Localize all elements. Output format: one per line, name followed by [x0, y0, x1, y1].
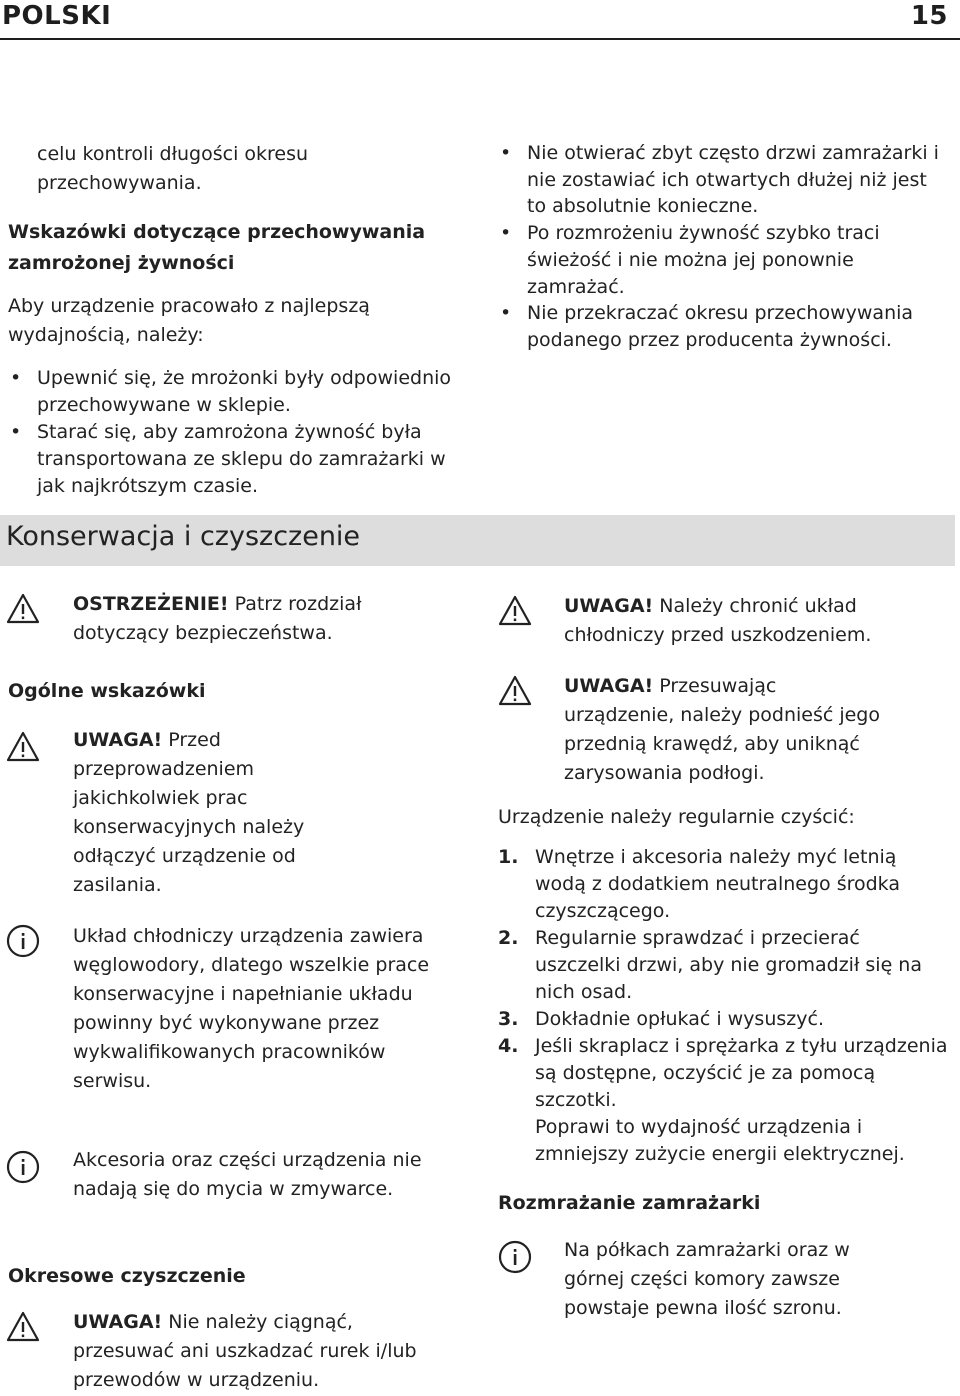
caution-label: UWAGA! [564, 675, 654, 697]
warning-triangle-icon [6, 730, 40, 764]
caution-label: UWAGA! [73, 1311, 163, 1333]
warning-triangle-icon [6, 592, 40, 626]
step-text: Dokładnie opłukać i wysuszyć. [535, 1008, 824, 1030]
cleaning-steps-list [498, 844, 948, 1168]
step-text: Wnętrze i akcesoria należy myć letnią wodą z dodatkiem neutralnego środka czyszczącego. [535, 846, 900, 922]
storage-heading: Wskazówki dotyczące przechowywania zamrożonej żywności [8, 221, 426, 274]
periodic-heading: Okresowe czyszczenie [8, 1265, 246, 1287]
caution-pipes-note [6, 1308, 456, 1396]
list-item: • Starać się, aby zamrożona żywność była transportowana ze sklepu do zamrażarki w jak najkrótszym czasie. [8, 419, 463, 500]
info-hydrocarbons-text: Układ chłodniczy urządzenia zawiera węglowodory, dlatego wszelkie prace konserwacyjne i napełnianie układu powinny być wykonywane przez wykwalifikowanych pracowników serwisu. [73, 925, 430, 1092]
caution-text: Należy chronić układ chłodniczy przed uszkodzeniem. [564, 595, 872, 646]
step-number: 3. [498, 1008, 519, 1030]
list-item: • Nie otwierać zbyt często drzwi zamrażarki i nie zostawiać ich otwartych dłużej niż jest to absolutnie konieczne. [498, 140, 948, 220]
list-item: • Upewnić się, że mrożonki były odpowiednio przechowywane w sklepie. [8, 365, 463, 419]
storage-bullet-list [8, 365, 463, 500]
warning-triangle-icon [498, 594, 532, 628]
list-item: • Nie przekraczać okresu przechowywania podanego przez producenta żywności. [498, 300, 948, 353]
info-circle-icon [6, 924, 40, 958]
general-heading: Ogólne wskazówki [8, 680, 206, 702]
page-number: 15 [910, 1, 948, 31]
caution-text: Nie należy ciągnąć, przesuwać ani uszkadzać rurek i/lub przewodów w urządzeniu. [73, 1311, 417, 1391]
step-number: 4. [498, 1035, 519, 1057]
continuation-text: celu kontroli długości okresu przechowywania. [37, 143, 309, 194]
info-frost-note [498, 1236, 948, 1336]
caution-cooling-note [498, 592, 948, 652]
list-item [498, 925, 948, 1006]
section-header-bar [0, 515, 955, 566]
page-header [0, 0, 960, 40]
warning-safety-note [6, 590, 456, 650]
caution-text: Przesuwając urządzenie, należy podnieść jego przednią krawędź, aby uniknąć zarysowania podłogi. [564, 675, 880, 784]
caution-label: UWAGA! [73, 729, 163, 751]
warning-triangle-icon [6, 1310, 40, 1344]
step-text: Jeśli skraplacz i sprężarka z tyłu urządzenia są dostępne, oczyścić je za pomocą szczotki. [535, 1035, 948, 1111]
step-number: 2. [498, 927, 519, 949]
list-item: • Po rozmrożeniu żywność szybko traci świeżość i nie można jej ponownie zamrażać. [498, 220, 948, 300]
caution-moving-note [498, 672, 948, 792]
freezer-tips-list [498, 140, 948, 354]
step-text: Regularnie sprawdzać i przecierać uszczelki drzwi, aby nie gromadził się na nich osad. [535, 927, 922, 1003]
section-title: Konserwacja i czyszczenie [6, 521, 361, 552]
language-label: POLSKI [2, 1, 112, 31]
info-frost-text: Na półkach zamrażarki oraz w górnej części komory zawsze powstaje pewna ilość szronu. [564, 1239, 850, 1319]
caution-text: Przed przeprowadzeniem jakichkolwiek prac konserwacyjnych należy odłączyć urządzenie od zasilania. [73, 729, 305, 896]
header-rule [0, 38, 960, 40]
left-top-column [8, 140, 463, 500]
list-item [498, 1006, 948, 1033]
info-circle-icon [6, 1150, 40, 1184]
info-circle-icon [498, 1240, 532, 1274]
list-item [498, 844, 948, 925]
list-item [498, 1033, 948, 1168]
warning-text: Patrz rozdział dotyczący bezpieczeństwa. [73, 593, 362, 644]
step-extra-text: Poprawi to wydajność urządzenia i zmniejszy zużycie energii elektrycznej. [535, 1116, 905, 1165]
info-accessories-note [6, 1146, 456, 1236]
right-top-column [498, 140, 948, 354]
regular-clean-intro: Urządzenie należy regularnie czyścić: [498, 806, 855, 828]
info-hydrocarbons-note [6, 922, 456, 1122]
caution-disconnect-note [6, 726, 456, 901]
caution-label: UWAGA! [564, 595, 654, 617]
warning-label: OSTRZEŻENIE! [73, 593, 229, 615]
info-accessories-text: Akcesoria oraz części urządzenia nie nadają się do mycia w zmywarce. [73, 1149, 422, 1200]
defrost-heading: Rozmrażanie zamrażarki [498, 1192, 761, 1214]
warning-triangle-icon [498, 674, 532, 708]
storage-intro: Aby urządzenie pracowało z najlepszą wydajnością, należy: [8, 295, 370, 346]
step-number: 1. [498, 846, 519, 868]
